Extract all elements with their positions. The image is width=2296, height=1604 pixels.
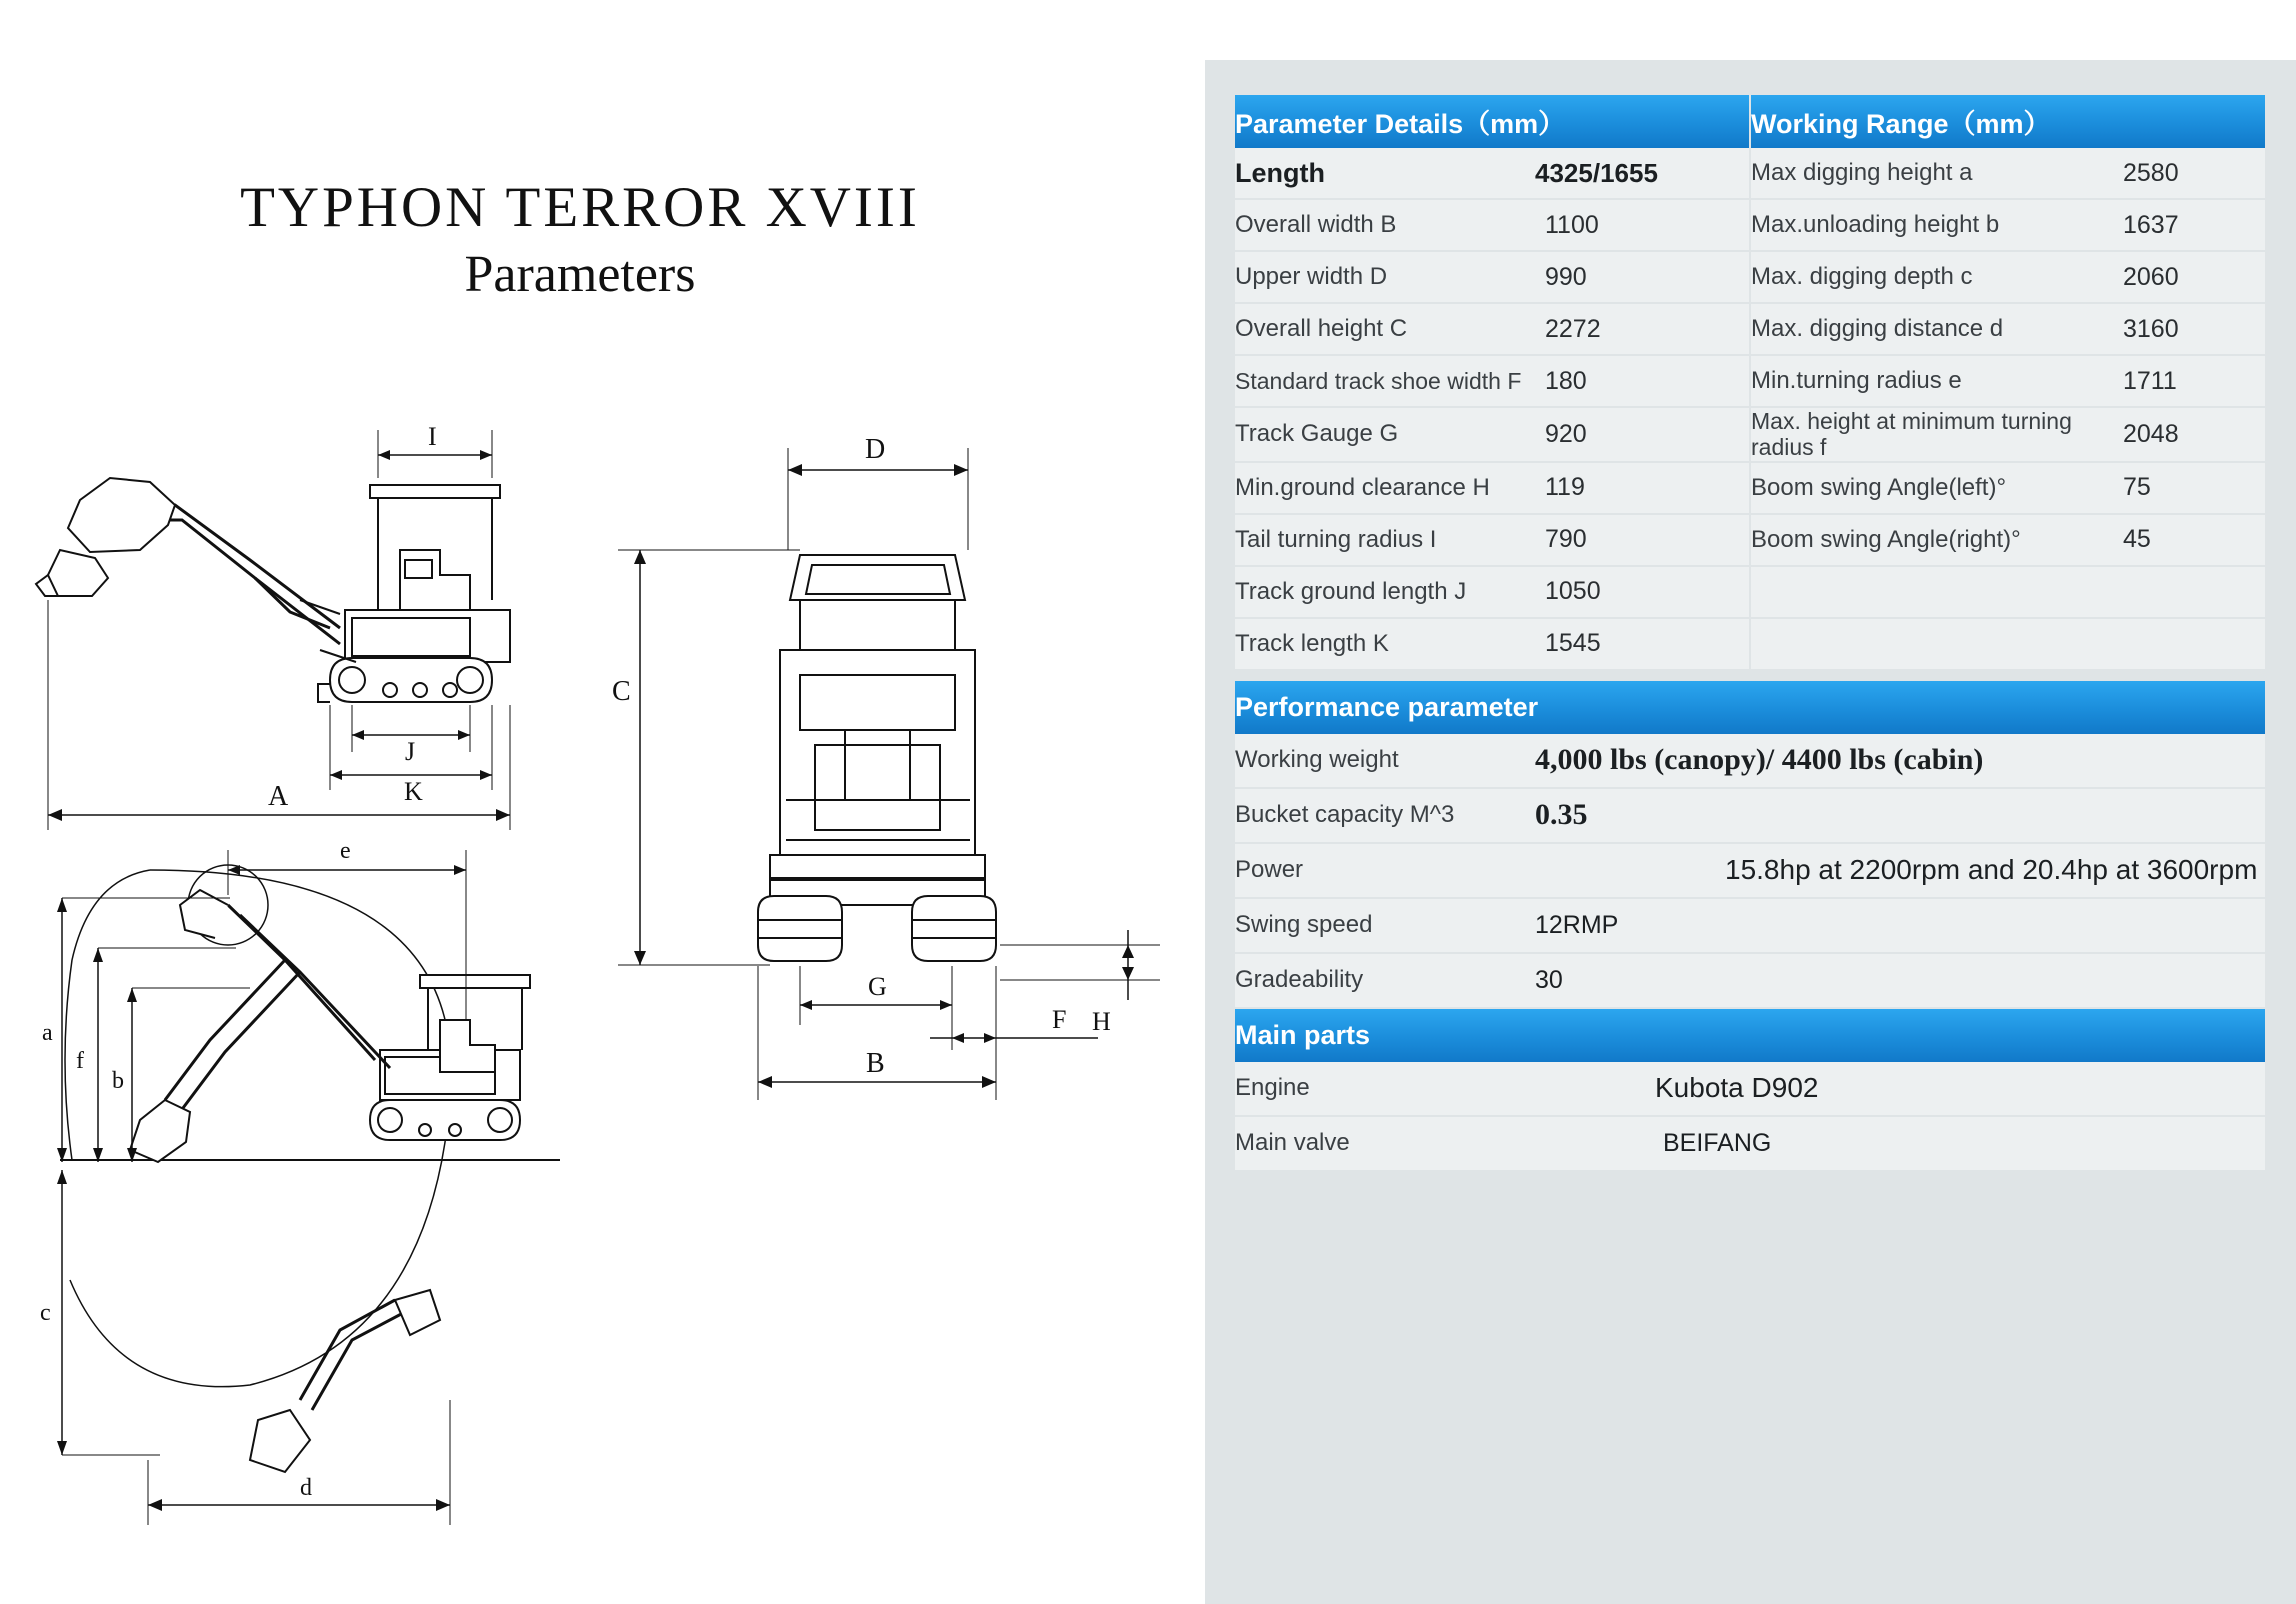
param-label: Length [1235, 148, 1535, 199]
performance-section-header [1235, 681, 2265, 734]
param-value: 1050 [1535, 566, 1750, 618]
range-value: 75 [2105, 462, 2265, 514]
perf-value: 15.8hp at 2200rpm and 20.4hp at 3600rpm [1535, 843, 2265, 898]
table-row [1235, 199, 2265, 251]
performance-row [1235, 843, 2265, 898]
spec-table-wrapper [1235, 95, 2265, 1172]
range-value: 2580 [2105, 148, 2265, 199]
param-value: 4325/1655 [1535, 148, 1750, 199]
performance-row [1235, 953, 2265, 1008]
table-row [1235, 566, 2265, 618]
performance-row [1235, 734, 2265, 788]
title-sub: Parameters [464, 245, 696, 303]
page-title [0, 175, 1160, 308]
main-parts-title: Main parts [1235, 1008, 2265, 1062]
range-label: Max. digging depth c [1750, 251, 2105, 303]
svg-text:I: I [428, 422, 437, 451]
range-value: 1711 [2105, 355, 2265, 407]
param-value: 2272 [1535, 303, 1750, 355]
table-row [1235, 618, 2265, 670]
svg-text:C: C [612, 676, 631, 707]
part-value: BEIFANG [1535, 1116, 2265, 1171]
svg-text:G: G [868, 972, 887, 1001]
svg-text:D: D [865, 434, 886, 465]
section-spacer [1235, 670, 2265, 681]
param-value: 1100 [1535, 199, 1750, 251]
perf-value: 12RMP [1535, 898, 2265, 953]
param-label: Track length K [1235, 618, 1535, 670]
range-label: Boom swing Angle(right)° [1750, 514, 2105, 566]
param-value: 180 [1535, 355, 1750, 407]
range-value: 2048 [2105, 407, 2265, 462]
perf-label: Working weight [1235, 734, 1535, 788]
param-label: Upper width D [1235, 251, 1535, 303]
param-value: 1545 [1535, 618, 1750, 670]
range-label: Max. height at minimum turning radius f [1750, 407, 2105, 462]
empty-cell [1750, 618, 2265, 670]
table-row [1235, 407, 2265, 462]
table-row [1235, 148, 2265, 199]
param-label: Min.ground clearance H [1235, 462, 1535, 514]
svg-text:c: c [40, 1300, 51, 1326]
table-row [1235, 355, 2265, 407]
svg-text:b: b [112, 1068, 124, 1094]
param-label: Standard track shoe width F [1235, 355, 1535, 407]
param-value: 119 [1535, 462, 1750, 514]
part-value: Kubota D902 [1535, 1062, 2265, 1116]
perf-label: Swing speed [1235, 898, 1535, 953]
perf-value: 30 [1535, 953, 2265, 1008]
svg-text:d: d [300, 1475, 312, 1501]
range-value: 3160 [2105, 303, 2265, 355]
svg-text:f: f [76, 1048, 84, 1074]
perf-value: 4,000 lbs (canopy)/ 4400 lbs (cabin) [1535, 734, 2265, 788]
svg-text:B: B [866, 1048, 885, 1079]
svg-text:e: e [340, 838, 351, 864]
part-label: Main valve [1235, 1116, 1535, 1171]
main-parts-row [1235, 1062, 2265, 1116]
table-row [1235, 251, 2265, 303]
perf-label: Power [1235, 843, 1535, 898]
header-working-range: Working Range（mm） [1750, 95, 2265, 148]
empty-cell [1750, 566, 2265, 618]
perf-label: Gradeability [1235, 953, 1535, 1008]
svg-text:H: H [1092, 1007, 1111, 1036]
performance-title: Performance parameter [1235, 681, 2265, 734]
perf-value: 0.35 [1535, 788, 2265, 843]
main-parts-row [1235, 1116, 2265, 1171]
performance-row [1235, 898, 2265, 953]
range-value: 1637 [2105, 199, 2265, 251]
param-label: Tail turning radius I [1235, 514, 1535, 566]
header-parameter-details: Parameter Details（mm） [1235, 95, 1750, 148]
spec-table-pane [1205, 60, 2296, 1604]
part-label: Engine [1235, 1062, 1535, 1116]
svg-text:a: a [42, 1020, 53, 1046]
range-label: Max digging height a [1750, 148, 2105, 199]
range-label: Boom swing Angle(left)° [1750, 462, 2105, 514]
param-label: Overall height C [1235, 303, 1535, 355]
range-label: Min.turning radius e [1750, 355, 2105, 407]
table-row [1235, 303, 2265, 355]
main-parts-section-header [1235, 1008, 2265, 1062]
param-label: Track ground length J [1235, 566, 1535, 618]
param-value: 920 [1535, 407, 1750, 462]
svg-text:K: K [404, 777, 423, 806]
range-value: 45 [2105, 514, 2265, 566]
range-label: Max. digging distance d [1750, 303, 2105, 355]
table-row [1235, 514, 2265, 566]
param-value: 790 [1535, 514, 1750, 566]
specification-table [1235, 95, 2265, 1172]
svg-text:F: F [1052, 1005, 1067, 1034]
title-main: TYPHON TERROR XVIII [240, 176, 920, 239]
performance-row [1235, 788, 2265, 843]
technical-drawings [0, 400, 1205, 1600]
table-row [1235, 462, 2265, 514]
perf-label: Bucket capacity M^3 [1235, 788, 1535, 843]
param-value: 990 [1535, 251, 1750, 303]
svg-text:A: A [268, 781, 289, 812]
range-label: Max.unloading height b [1750, 199, 2105, 251]
svg-text:J: J [405, 737, 416, 766]
param-label: Overall width B [1235, 199, 1535, 251]
range-value: 2060 [2105, 251, 2265, 303]
table-header-row [1235, 95, 2265, 148]
param-label: Track Gauge G [1235, 407, 1535, 462]
